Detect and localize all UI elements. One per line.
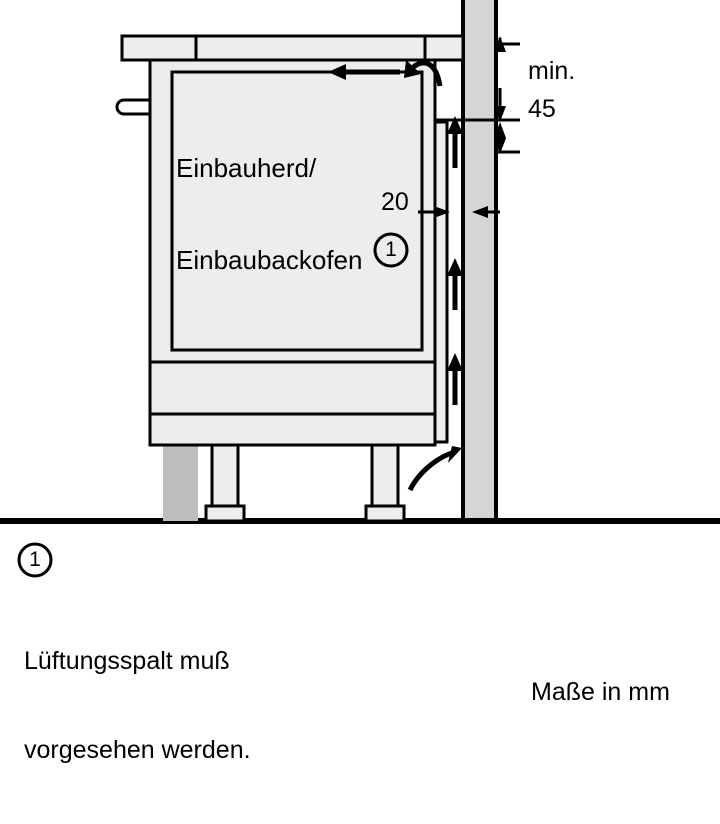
dimension-45-label: 45	[528, 95, 556, 123]
airflow-arrow-up-3	[447, 353, 463, 405]
legend-note-line-2: vorgesehen werden.	[24, 735, 251, 764]
units-label: Maße in mm	[531, 678, 670, 706]
legend-note	[24, 588, 251, 824]
worktop	[122, 36, 463, 60]
appliance-label	[176, 92, 362, 337]
appliance-label-line-2: Einbaubackofen	[176, 245, 363, 276]
appliance-label-line-1: Einbauherd/	[176, 153, 317, 184]
airflow-arrow-up-1	[447, 116, 463, 168]
callout-number-diagram: 1	[385, 238, 397, 261]
airflow-arrow-up-2	[447, 258, 463, 310]
min-label: min.	[528, 57, 576, 85]
airflow-arrow-curve-bottom	[410, 452, 455, 490]
callout-number-legend: 1	[29, 548, 41, 571]
dimension-20-label: 20	[381, 188, 409, 216]
wall-group	[463, 0, 496, 520]
legend-note-line-1: Lüftungsspalt muß	[24, 647, 230, 675]
plinth-and-legs	[150, 445, 435, 521]
